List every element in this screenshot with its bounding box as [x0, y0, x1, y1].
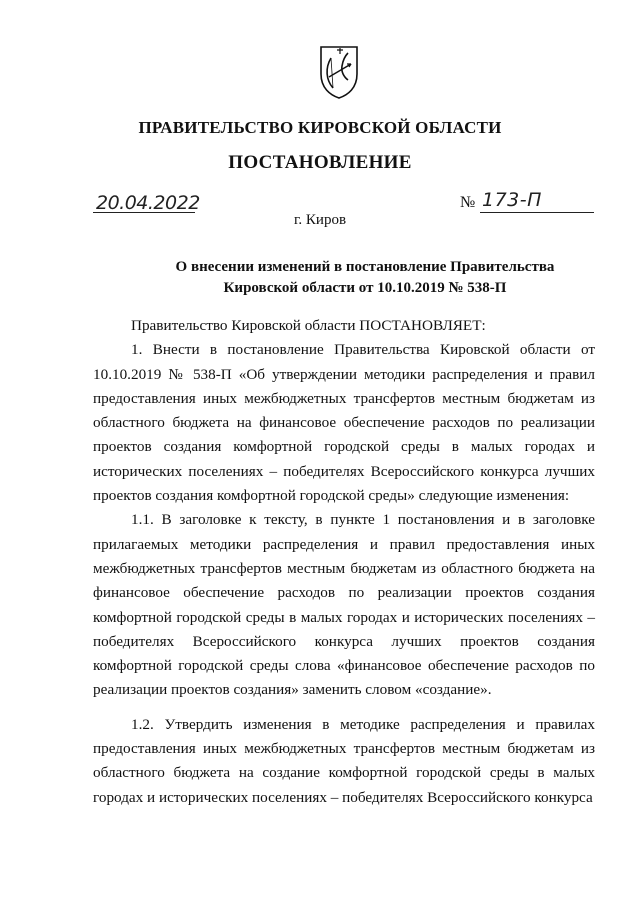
document-date: 20.04.2022 [96, 192, 200, 214]
paragraph-1: 1. Внести в постановление Правительства Кировской области от 10.10.2019 № 538-П «Об утверждении методики распределения и правил предоставления иных межбюджетных трансфертов местным бюджетам из областного бюджета на финансовое обеспечение расходов по реализации проектов создания комфортной городской среды в малых городах и исторических поселениях – победителях Всероссийского конкурса лучших проектов создания комфортной городской среды» следующие изменения: [93, 341, 595, 505]
document-title [140, 257, 590, 299]
document-type: ПОСТАНОВЛЕНИЕ [228, 152, 412, 173]
city-name: г. Киров [293, 212, 347, 228]
paragraph-1-2: 1.2. Утвердить изменения в методике распределения и правилах предоставления иных межбюджетных трансфертов местным бюджетам из областного бюджета на создание комфортной городской среды в малых городах и исторических поселениях – победителях Всероссийского конкурса [93, 715, 595, 806]
organization-name: ПРАВИТЕЛЬСТВО КИРОВСКОЙ ОБЛАСТИ [138, 118, 502, 137]
document-body [93, 314, 595, 810]
coat-of-arms-icon [318, 44, 360, 100]
title-line: Кировской области от 10.10.2019 № 538-П [223, 280, 507, 296]
paragraph-1-1: 1.1. В заголовке к тексту, в пункте 1 постановления и в заголовке прилагаемых методики распределения и правил предоставления иных межбюджетных трансфертов местным бюджетам из областного бюджета на финансовое обеспечение расходов по реализации проектов создания комфортной городской среды в малых городах и исторических поселениях – победителях Всероссийского конкурса лучших проектов создания комфортной городской среды слова «финансовое обеспечение расходов по реализации проектов создания» заменить словом «создание». [93, 511, 595, 699]
preamble-paragraph: Правительство Кировской области ПОСТАНОВЛЯЕТ: [131, 317, 486, 334]
document-number: 173-П [482, 189, 542, 211]
number-prefix: № [460, 194, 476, 211]
title-line: О внесении изменений в постановление Правительства [175, 259, 555, 275]
